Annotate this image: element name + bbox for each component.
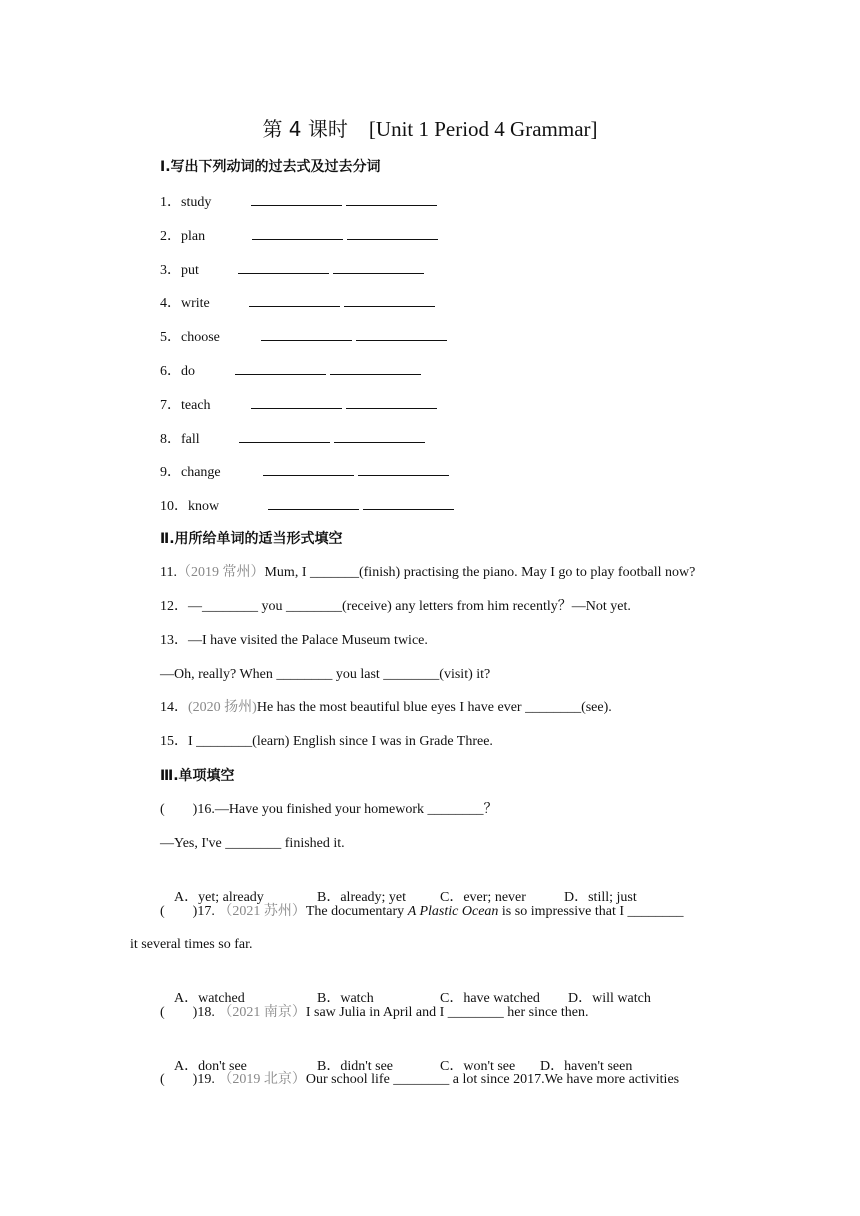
verb-number: 2． [160,228,181,244]
q17-source: （2021 苏州） [218,904,306,919]
past-tense-blank[interactable] [249,292,340,307]
past-tense-blank[interactable] [238,259,329,274]
question-16-reply: —Yes, I've ________ finished it. [160,836,345,851]
q18-source: （2021 南京） [218,1005,306,1020]
past-tense-blank[interactable] [251,394,342,409]
q18-text: I saw Julia in April and I ________ her since then. [305,1005,589,1020]
q11-source: （2019 常州） [176,565,265,580]
section1-heading: Ⅰ.写出下列动词的过去式及过去分词 [160,159,381,175]
title-unit: [Unit 1 Period 4 Grammar] [368,117,598,141]
verb-number: 3． [160,262,181,278]
q18-option-d: D．haven't seen [540,1059,633,1074]
verb-number: 7． [160,397,181,413]
verb-item [160,326,447,348]
past-tense-blank[interactable] [252,225,343,240]
q17-option-a: A．watched [174,991,245,1006]
verb-word: choose [181,330,220,346]
q16-option-d: D．still; just [564,890,637,905]
verb-item [160,259,424,281]
verb-word: know [188,499,220,515]
verb-item [160,428,425,450]
past-tense-blank[interactable] [235,360,326,375]
past-participle-blank[interactable] [333,259,424,274]
section2-heading: Ⅱ.用所给单词的适当形式填空 [160,531,343,547]
question-19 [160,1070,679,1090]
verb-item [160,461,449,483]
q17-option-d: D．will watch [568,991,651,1006]
q11-text-a: Mum, I [264,565,310,580]
verb-word: teach [181,397,211,413]
q18-bracket: ( )18. [160,1005,219,1020]
verb-word: write [181,296,210,312]
verb-number: 9． [160,465,181,481]
question-12: 12．—________ you ________(receive) any letters from him recently？—Not yet. [160,599,631,614]
past-participle-blank[interactable] [347,225,438,240]
verb-word: put [181,262,199,278]
q17-option-b: B．watch [317,991,374,1006]
q17-text-b: is so impressive that I ________ [498,904,684,919]
q16-option-c: C．ever; never [440,890,526,905]
q17-title-italic: A Plastic Ocean [407,904,499,919]
q17-option-c: C．have watched [440,991,540,1006]
question-13: 13．—I have visited the Palace Museum twice. [160,633,428,648]
verb-word: plan [181,228,206,244]
verb-word: do [181,364,195,379]
past-participle-blank[interactable] [346,191,437,206]
title-lesson: 第 4 课时 [262,117,348,141]
q14-source: (2020 扬州) [188,700,257,715]
verb-number: 8． [160,431,181,447]
verb-item [160,394,437,416]
question-14 [160,698,612,718]
question-17-cont: it several times so far. [130,937,253,952]
q19-source: （2019 北京） [218,1072,306,1087]
question-18 [160,1003,589,1023]
q11-text-b: (finish) practising the piano. May I go to play football now? [358,565,696,580]
verb-item [160,360,421,382]
past-participle-blank[interactable] [363,495,454,510]
question-17 [160,902,684,922]
verb-number: 5． [160,330,181,346]
verb-item [160,191,437,213]
verb-word: study [181,195,212,210]
q14-text: He has the most beautiful blue eyes I have ever ________(see). [256,700,612,715]
q16-option-a: A．yet; already [174,890,264,905]
past-participle-blank[interactable] [356,326,447,341]
verb-word: change [181,465,221,481]
question-13-reply: —Oh, really? When ________ you last ________(visit) it? [160,667,491,682]
past-tense-blank[interactable] [261,326,352,341]
q11-blank: _______ [309,565,359,580]
verb-word: fall [181,431,200,447]
section3-heading: Ⅲ.单项填空 [160,768,235,784]
q18-option-a: A．don't see [174,1059,247,1074]
q17-text-a: The documentary [305,904,408,919]
past-participle-blank[interactable] [344,292,435,307]
verb-number: 10． [160,499,188,515]
q17-bracket: ( )17. [160,904,219,919]
verb-item [160,292,435,314]
question-16: ( )16.—Have you finished your homework ________？ [160,802,498,817]
past-participle-blank[interactable] [334,428,425,443]
past-participle-blank[interactable] [330,360,421,375]
past-tense-blank[interactable] [263,461,354,476]
past-tense-blank[interactable] [251,191,342,206]
past-participle-blank[interactable] [358,461,449,476]
question-15: 15．I ________(learn) English since I was in Grade Three. [160,734,493,749]
q14-number: 14． [160,700,188,715]
past-participle-blank[interactable] [346,394,437,409]
verb-item [160,495,454,517]
q11-number: 11. [160,565,177,580]
past-tense-blank[interactable] [239,428,330,443]
q19-text: Our school life ________ a lot since 2017.We have more activities [305,1072,680,1087]
past-tense-blank[interactable] [268,495,359,510]
page-title [0,113,860,142]
verb-number: 6． [160,364,181,379]
verb-number: 1． [160,195,181,210]
verb-item [160,225,438,247]
q19-bracket: ( )19. [160,1072,219,1087]
q18-option-b: B．didn't see [317,1059,394,1074]
q18-option-c: C．won't see [440,1059,516,1074]
q16-option-b: B．already; yet [317,890,407,905]
verb-number: 4． [160,296,181,312]
question-11 [160,563,695,583]
